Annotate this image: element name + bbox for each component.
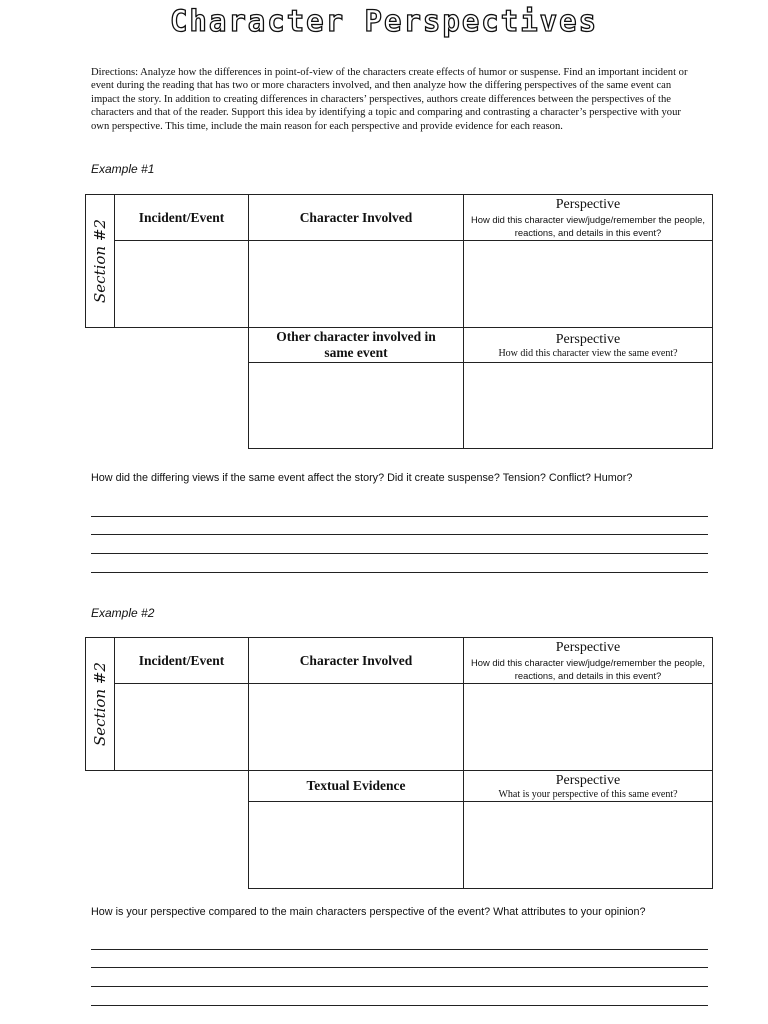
textual-evidence-entry[interactable] (248, 801, 464, 889)
textual-evidence-header: Textual Evidence (248, 770, 464, 802)
perspective-entry[interactable] (463, 240, 713, 328)
answer-line[interactable] (91, 498, 708, 517)
incident-event-entry[interactable] (114, 683, 249, 771)
directions-text: Directions: Analyze how the differences in point-of-view of the characters create effects of humor or suspense. Find an important incident or event during the reading that has two or more characters involved, and then analyze how the differing perspectives of the same event can impact the story. In addition to creating differences in characters’ perspectives, authors create differences between the perspectives of the characters and that of the reader. Support this idea by identifying a topic and comparing and contrasting a character’s perspective with your own perspective. This time, include the main reason for each perspective and provide evidence for each reason. (91, 67, 688, 132)
other-perspective-subtitle: How did this character view the same event? (498, 347, 678, 359)
other-perspective-title: Perspective (555, 331, 621, 347)
other-character-header: Other character involved in same event (248, 327, 464, 363)
answer-line[interactable] (91, 987, 708, 1006)
incident-event-entry[interactable] (114, 240, 249, 328)
incident-event-header: Incident/Event (114, 637, 249, 684)
own-perspective-entry[interactable] (463, 801, 713, 889)
answer-line[interactable] (91, 535, 708, 554)
answer-line[interactable] (91, 517, 708, 536)
character-involved-header: Character Involved (248, 194, 464, 241)
example-1-label: Example #1 (91, 162, 155, 176)
answer-line[interactable] (91, 968, 708, 987)
answer-line[interactable] (91, 931, 708, 950)
character-involved-entry[interactable] (248, 683, 464, 771)
page-title: Character Perspectives (169, 4, 599, 38)
character-involved-header: Character Involved (248, 637, 464, 684)
own-perspective-subtitle: What is your perspective of this same event? (498, 788, 678, 800)
other-perspective-header (463, 327, 713, 363)
question-1: How did the differing views if the same event affect the story? Did it create suspense? Tension? Conflict? Humor? (91, 472, 633, 484)
answer-line[interactable] (91, 554, 708, 573)
character-involved-entry[interactable] (248, 240, 464, 328)
section-label-cell (85, 194, 115, 328)
perspective-header (463, 637, 713, 684)
own-perspective-header (463, 770, 713, 802)
section-label: Section #2 (91, 662, 110, 746)
other-character-entry[interactable] (248, 362, 464, 449)
perspective-header (463, 194, 713, 241)
incident-event-header: Incident/Event (114, 194, 249, 241)
perspective-entry[interactable] (463, 683, 713, 771)
section-label: Section #2 (91, 219, 110, 303)
perspective-subtitle: How did this character view/judge/remember the people, reactions, and details in this event? (471, 214, 705, 238)
other-perspective-entry[interactable] (463, 362, 713, 449)
perspective-subtitle: How did this character view/judge/remember the people, reactions, and details in this event? (471, 657, 705, 681)
question-2: How is your perspective compared to the main characters perspective of the event? What attributes to your opinion? (91, 906, 646, 918)
perspective-title: Perspective (555, 640, 621, 655)
perspective-title: Perspective (555, 197, 621, 212)
section-label-cell (85, 637, 115, 771)
answer-line[interactable] (91, 950, 708, 969)
own-perspective-title: Perspective (555, 772, 621, 788)
example-2-label: Example #2 (91, 606, 155, 620)
answer-lines-2 (91, 931, 708, 1006)
answer-lines-1 (91, 498, 708, 573)
